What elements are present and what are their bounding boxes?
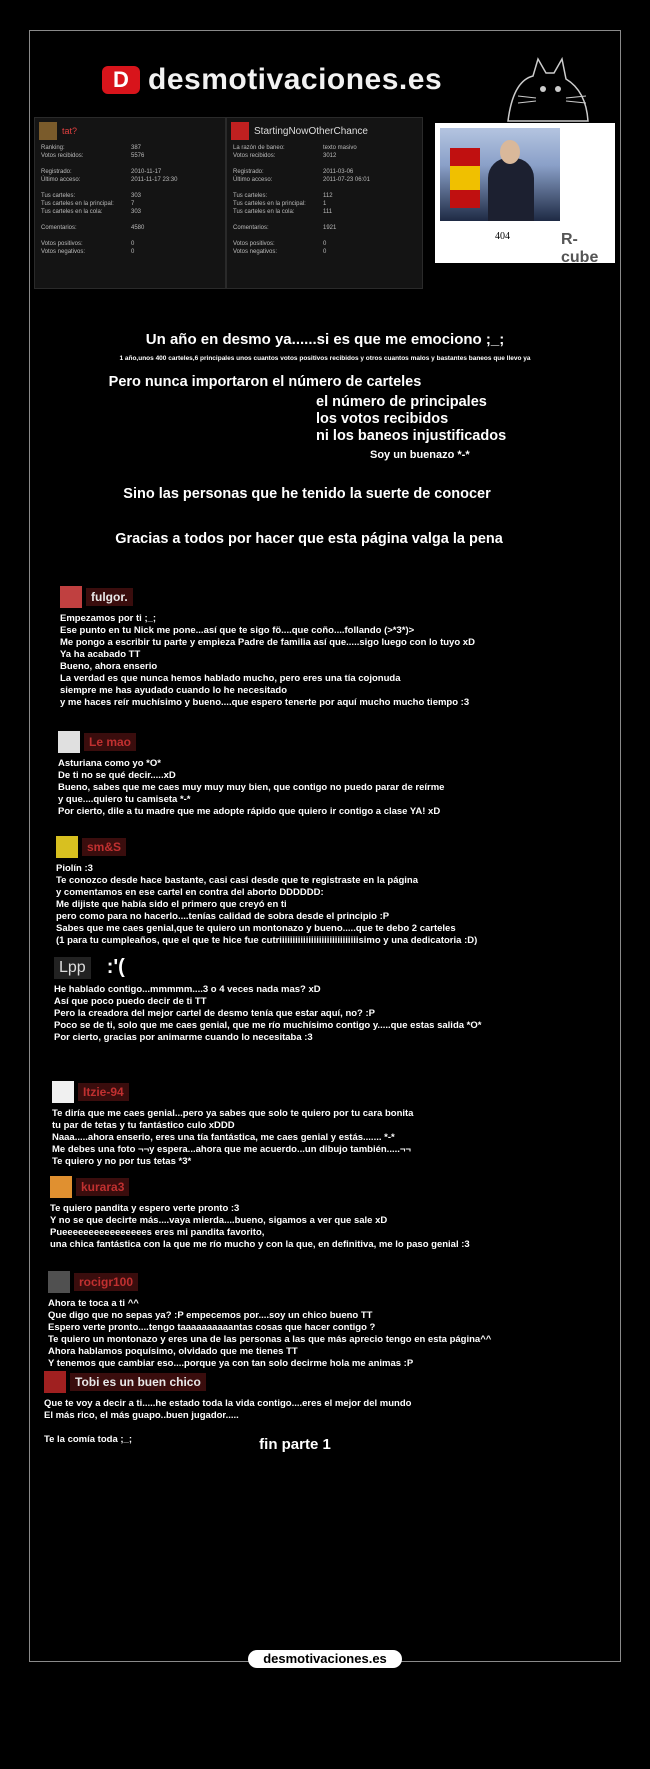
intro-line4: ni los baneos injustificados [316, 428, 507, 444]
message-line: El más rico, el más guapo..buen jugador..... [44, 1410, 239, 1421]
message-block [60, 586, 621, 709]
message-line: Empezamos por ti ;_; [60, 613, 157, 624]
message-line: Te diría que me caes genial...pero ya sabes que solo te quiero por tu cara bonita [52, 1108, 414, 1119]
profile-stat-row [227, 248, 422, 256]
message-line: La verdad es que nunca hemos hablado mucho, pero eres una tía cojonuda [60, 673, 401, 684]
message-line: Ya ha acabado TT [60, 649, 141, 660]
user-name-tag[interactable]: sm&S [82, 838, 126, 856]
site-logo[interactable] [102, 63, 442, 97]
stat-label: Ranking: [41, 145, 65, 151]
message-header [58, 731, 621, 753]
profile-header [35, 118, 225, 144]
user-name-tag[interactable]: Le mao [84, 733, 136, 751]
profile-panel-mid [226, 117, 423, 289]
avatar [50, 1176, 72, 1198]
message-line: Te quiero y no por tus tetas *3* [52, 1156, 192, 1167]
avatar [56, 836, 78, 858]
profile-panel-left [34, 117, 226, 289]
photo-code: 404 [495, 231, 510, 242]
profile-stats [35, 144, 225, 256]
intro-line2: el número de principales [316, 394, 487, 410]
stat-value: 1 [323, 201, 327, 207]
profile-name: tat? [62, 126, 78, 136]
message-block [50, 1176, 621, 1251]
message-line: y que....quiero tu camiseta *-* [58, 794, 191, 805]
message-lines [60, 613, 621, 709]
message-line: Ahora hablamos poquísimo, olvidado que me tienes TT [48, 1346, 298, 1357]
profile-stat-row [35, 168, 225, 176]
footer-logo[interactable]: desmotivaciones.es [248, 1650, 402, 1668]
profile-stat-row [35, 144, 225, 152]
stat-label: Comentarios: [41, 225, 77, 231]
message-line: Piolín :3 [56, 863, 93, 874]
intro-line7: Gracias a todos por hacer que esta página valga la pena [115, 531, 503, 547]
message-line: Bueno, sabes que me caes muy muy muy bien, que contigo no puedo parar de reírme [58, 782, 445, 793]
spain-flag-icon [450, 148, 480, 208]
stat-label: Votos negativos: [41, 249, 86, 255]
message-line: Poco se de ti, solo que me caes genial, que me río muchísimo contigo y.....que estas salida *O* [54, 1020, 482, 1031]
stat-label: La razón de baneo: [233, 145, 285, 151]
profile-stats [227, 144, 422, 256]
stat-label: Registrado: [233, 169, 264, 175]
stat-label: Último acceso: [233, 177, 273, 183]
intro-subtitle: 1 año,unos 400 carteles,6 principales unos cuantos votos positivos recibidos y otros cuantos malos y bastantes baneos que llevo ya [119, 355, 531, 362]
profile-stat-row [227, 224, 422, 232]
intro-line5: Soy un buenazo *-* [370, 449, 470, 461]
intro-list [316, 394, 506, 445]
profile-stat-row [227, 240, 422, 248]
message-block [58, 731, 621, 818]
message-line: y comentamos en ese cartel en contra del aborto DDDDDD: [56, 887, 324, 898]
face [500, 140, 520, 164]
stat-label: Registrado: [41, 169, 72, 175]
message-line: Pero la creadora del mejor cartel de desmo tenía que estar aquí, no? :P [54, 1008, 375, 1019]
cat-icon [488, 51, 608, 131]
message-header [52, 1081, 621, 1103]
message-line: pero como para no hacerlo....tenías calidad de sobra desde el principio :P [56, 911, 390, 922]
message-lines [52, 1108, 621, 1168]
message-header [50, 1176, 621, 1198]
message-line: Asturiana como yo *O* [58, 758, 161, 769]
message-line: Por cierto, gracias por animarme cuando lo necesitaba :3 [54, 1032, 313, 1043]
profile-stat-row [35, 240, 225, 248]
message-line: Naaa.....ahora enserio, eres una tía fantástica, me caes genial y estás....... *-* [52, 1132, 395, 1143]
avatar [48, 1271, 70, 1293]
message-line: Te quiero un montonazo y eres una de las personas a las que más aprecio tengo en esta página^^ [48, 1334, 492, 1345]
intro-line1: Pero nunca importaron el número de carteles [108, 374, 422, 390]
profile-stat-row [227, 200, 422, 208]
stat-value: 112 [323, 193, 333, 199]
message-line: y me haces reír muchísimo y bueno....que espero tenerte por aquí mucho mucho tiempo :3 [60, 697, 470, 708]
stat-label: Votos negativos: [233, 249, 278, 255]
stat-value: 303 [131, 209, 142, 215]
message-header [56, 836, 621, 858]
profile-stat-row [35, 224, 225, 232]
poster-frame [29, 30, 621, 1662]
message-header [48, 1271, 621, 1293]
message-line: Por cierto, dile a tu madre que me adopte rápido que quiero ir contigo a clase YA! xD [58, 806, 441, 817]
stat-value: 0 [323, 249, 327, 255]
message-line: Te la comía toda ;_; [44, 1434, 132, 1445]
profile-stat-row [35, 152, 225, 160]
user-name-tag[interactable]: Tobi es un buen chico [70, 1373, 206, 1391]
profile-name: StartingNowOtherChance [254, 125, 368, 137]
stat-label: Tus carteles en la cola: [41, 209, 103, 215]
stat-value: 1921 [323, 225, 337, 231]
photo-caption: R-cube [561, 231, 599, 266]
intro-line3: los votos recibidos [316, 411, 449, 427]
stat-label: Tus carteles en la principal: [41, 201, 114, 207]
stat-value: 0 [323, 241, 327, 247]
message-line: Así que poco puedo decir de ti TT [54, 996, 207, 1007]
message-line: Espero verte pronto....tengo taaaaaaaaaantas cosas que hacer contigo ? [48, 1322, 376, 1333]
stat-label: Votos recibidos: [233, 153, 276, 159]
message-lines [54, 984, 621, 1044]
message-line: Me debes una foto ¬¬y espera...ahora que me acuerdo...un dibujo también.....¬¬ [52, 1144, 411, 1155]
stat-label: Último acceso: [41, 177, 81, 183]
message-block [44, 1371, 621, 1446]
stat-value: 4580 [131, 225, 145, 231]
profile-stat-row [227, 208, 422, 216]
stat-label: Tus carteles en la cola: [233, 209, 295, 215]
stat-label: Tus carteles: [233, 193, 268, 199]
message-line: tu par de tetas y tu fantástico culo xDDD [52, 1120, 235, 1131]
message-line: He hablado contigo...mmmmm....3 o 4 veces nada mas? xD [54, 984, 321, 995]
message-block [48, 1271, 621, 1370]
profile-header [227, 118, 422, 144]
logo-badge: D [102, 66, 140, 94]
profile-stat-row [227, 176, 422, 184]
message-line: siempre me has ayudado cuando lo he necesitado [60, 685, 288, 696]
message-line [44, 1422, 621, 1434]
message-line: Te conozco desde hace bastante, casi casi desde que te registraste en la página [56, 875, 419, 886]
message-line: Sabes que me caes genial,que te quiero un montonazo y bueno.....que te debo 2 carteles [56, 923, 456, 934]
message-line: Ahora te toca a ti ^^ [48, 1298, 139, 1309]
message-line: Que te voy a decir a ti.....he estado toda la vida contigo....eres el mejor del mundo [44, 1398, 412, 1409]
message-line: Y tenemos que cambiar eso....porque ya con tan solo decirme hola me animas :P [48, 1358, 414, 1369]
message-line: Te quiero pandita y espero verte pronto :3 [50, 1203, 240, 1214]
user-name-tag[interactable]: Itzie-94 [78, 1083, 129, 1101]
stat-label: Tus carteles: [41, 193, 76, 199]
message-line: Me dijiste que había sido el primero que creyó en ti [56, 899, 287, 910]
stat-value: 2011-11-17 23:30 [131, 177, 178, 183]
message-block [52, 1081, 621, 1168]
intro-line6: Sino las personas que he tenido la suerte de conocer [123, 486, 491, 502]
stat-label: Comentarios: [233, 225, 269, 231]
avatar [39, 122, 57, 140]
stat-value: 2011-07-23 06:01 [323, 177, 370, 183]
profile-stat-row [35, 248, 225, 256]
message-line: (1 para tu cumpleaños, que el que te hice fue cutriiiiiiiiiiiiiiiiiiiiiiiiiiiiiisimo y una dedicatoria :D) [56, 935, 478, 946]
message-line: Y no se que decirte más....vaya mierda....bueno, sigamos a ver que sale xD [50, 1215, 388, 1226]
message-line: una chica fantástica con la que me río mucho y con la que, en definitiva, me lo paso genial :3 [50, 1239, 470, 1250]
message-line: Me pongo a escribir tu parte y empieza Padre de familia así que.....sigo luego con lo tuyo xD [60, 637, 475, 648]
message-lines [50, 1203, 621, 1251]
avatar [52, 1081, 74, 1103]
user-name-tag[interactable]: rocigr100 [74, 1273, 138, 1291]
stat-value: 7 [131, 201, 135, 207]
message-block [56, 836, 621, 947]
avatar [231, 122, 249, 140]
profile-stat-row [227, 144, 422, 152]
profile-stat-row [35, 192, 225, 200]
avatar [60, 586, 82, 608]
stat-value: 3012 [323, 153, 337, 159]
message-line: Ese punto en tu Nick me pone...así que te sigo fö....que coño....follando (>*3*)> [60, 625, 415, 636]
profile-stat-row [35, 200, 225, 208]
message-header [60, 586, 621, 608]
stat-value: 111 [323, 209, 333, 215]
message-lines [58, 758, 621, 818]
message-line: Bueno, ahora enserio [60, 661, 158, 672]
message-line: Que digo que no sepas ya? :P empecemos por....soy un chico bueno TT [48, 1310, 373, 1321]
stat-label: Votos positivos: [41, 241, 83, 247]
message-lines [48, 1298, 621, 1370]
stat-value: 0 [131, 249, 135, 255]
message-line: Pueeeeeeeeeeeeeeees eres mi pandita favorito, [50, 1227, 265, 1238]
avatar [44, 1371, 66, 1393]
stat-value: 2011-03-06 [323, 169, 354, 175]
message-line: De ti no se qué decir.....xD [58, 770, 176, 781]
stat-value: 387 [131, 145, 142, 151]
stat-label: Votos positivos: [233, 241, 275, 247]
stat-value: texto masivo [323, 145, 357, 151]
profile-stat-row [227, 152, 422, 160]
politician-photo [435, 123, 615, 266]
man-figure [488, 158, 534, 221]
stat-label: Votos recibidos: [41, 153, 84, 159]
message-header [44, 1371, 621, 1393]
stat-value: 2010-11-17 [131, 169, 162, 175]
avatar [58, 731, 80, 753]
message-header [54, 956, 621, 979]
logo-text: desmotivaciones.es [148, 63, 443, 96]
profile-stat-row [227, 168, 422, 176]
message-block [54, 956, 621, 1044]
user-name-tag[interactable]: Lpp [54, 957, 91, 979]
stat-label: Tus carteles en la principal: [233, 201, 306, 207]
profile-stat-row [35, 208, 225, 216]
photo-image [440, 128, 560, 221]
stat-value: 5576 [131, 153, 145, 159]
stat-value: 303 [131, 193, 142, 199]
sad-face: :'( [106, 956, 125, 978]
intro-title: Un año en desmo ya......si es que me emociono ;_; [145, 331, 505, 348]
profile-stat-row [35, 176, 225, 184]
user-name-tag[interactable]: kurara3 [76, 1178, 129, 1196]
user-name-tag[interactable]: fulgor. [86, 588, 133, 606]
profile-stat-row [227, 192, 422, 200]
ending-text: fin parte 1 [259, 1436, 331, 1453]
message-lines [56, 863, 621, 947]
stat-value: 0 [131, 241, 135, 247]
